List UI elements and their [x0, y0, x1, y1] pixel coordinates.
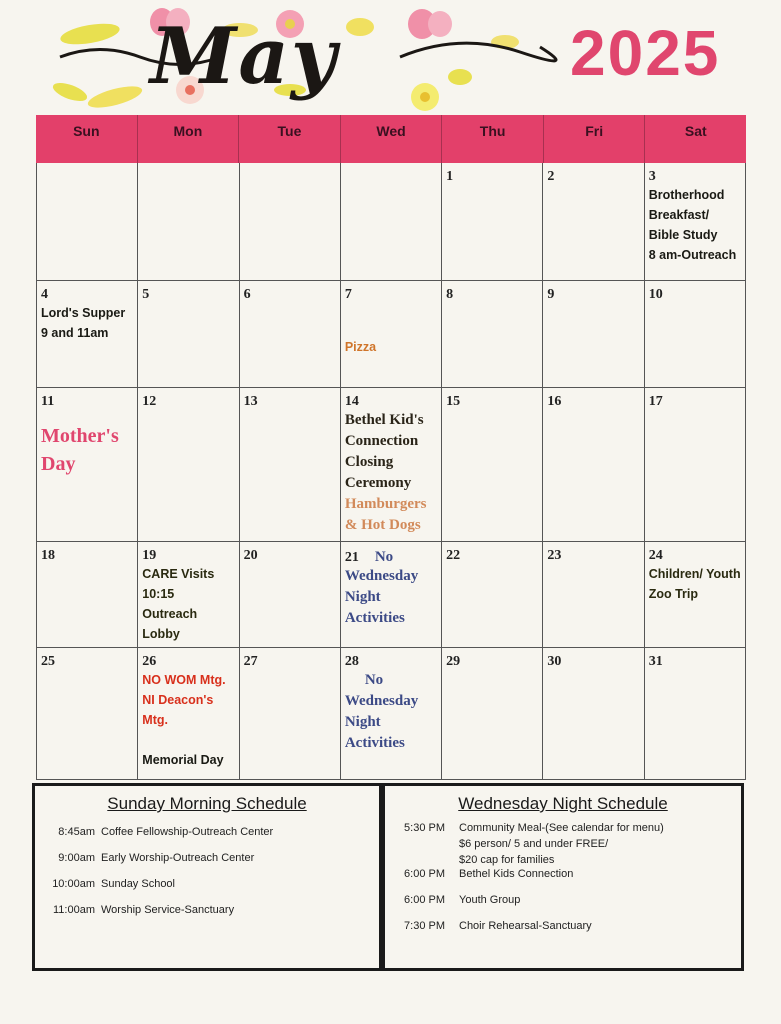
event-line: No [364, 672, 384, 688]
day-cell [341, 542, 442, 647]
weekday-thu: Thu [442, 115, 544, 163]
weekday-tue: Tue [239, 115, 341, 163]
day-number: 24 [648, 548, 663, 563]
day-cell [341, 163, 442, 280]
wednesday-schedule-box [382, 783, 744, 971]
day-cell [138, 281, 239, 387]
day-cell [240, 281, 341, 387]
event-line: No [374, 549, 394, 565]
schedule-time: 6:00 PM [404, 894, 445, 906]
event-line: 10:15 [142, 587, 175, 601]
event-line: Wednesday [344, 693, 419, 709]
day-number: 23 [547, 548, 562, 563]
day-number: 1 [446, 169, 454, 184]
day-number: 27 [243, 654, 258, 669]
schedule-desc: Community Meal-(See calendar for menu) [459, 822, 664, 834]
day-number: 6 [243, 287, 251, 302]
day-number: 31 [648, 654, 663, 669]
day-cell [240, 648, 341, 779]
day-cell [442, 542, 543, 647]
event-line: Mtg. [142, 713, 168, 727]
month-title: May [150, 11, 339, 102]
event-line: & Hot Dogs [344, 517, 421, 533]
event-line: 8 am-Outreach [648, 248, 737, 262]
event-line: Closing [344, 454, 394, 470]
schedule-desc-block [459, 822, 741, 866]
event-line: Zoo Trip [648, 587, 698, 601]
day-cell [37, 648, 138, 779]
event-line: Brotherhood [648, 188, 725, 202]
weekday-fri: Fri [544, 115, 646, 163]
day-number: 25 [41, 654, 55, 669]
day-number: 8 [446, 287, 454, 302]
day-number: 11 [41, 394, 55, 409]
day-cell [138, 388, 239, 541]
day-cell [442, 648, 543, 779]
day-number: 26 [142, 654, 157, 669]
day-cell [543, 281, 644, 387]
week-row [36, 542, 746, 648]
schedule-desc: Sunday School [101, 878, 175, 890]
day-number: 30 [547, 654, 562, 669]
day-cell [240, 542, 341, 647]
event-line: Hamburgers [344, 496, 427, 512]
schedule-row [385, 822, 741, 866]
day-number: 4 [41, 287, 48, 302]
day-number: 21 [344, 550, 359, 565]
day-number: 3 [648, 169, 656, 184]
day-number: 20 [243, 548, 258, 563]
day-cell [341, 648, 442, 779]
schedule-time: 8:45am [58, 826, 95, 838]
day-cell [543, 388, 644, 541]
day-cell [543, 648, 644, 779]
day-cell [240, 163, 341, 280]
day-number: 17 [648, 394, 663, 409]
day-number: 15 [446, 394, 461, 409]
schedule-desc: Choir Rehearsal-Sanctuary [459, 920, 592, 932]
day-cell [37, 388, 138, 541]
week-row [36, 281, 746, 388]
schedule-row [385, 894, 741, 906]
event-line: Breakfast/ [648, 208, 710, 222]
day-number: 14 [344, 394, 359, 409]
week-row [36, 388, 746, 542]
day-cell [138, 163, 239, 280]
event-line: Memorial Day [142, 753, 224, 767]
schedule-time: 6:00 PM [404, 868, 445, 880]
day-header [345, 548, 437, 566]
schedule-row [385, 868, 741, 880]
schedule-row [35, 878, 379, 890]
page-header [0, 0, 781, 115]
day-cell [138, 542, 239, 647]
event-line: NI Deacon's [142, 693, 214, 707]
event-line: Night [344, 714, 381, 730]
schedule-row [35, 852, 379, 864]
schedule-time: 11:00am [53, 904, 95, 916]
schedule-time: 10:00am [52, 878, 95, 890]
event-line: Bethel Kid's [344, 412, 424, 428]
day-cell [37, 542, 138, 647]
sunday-schedule-box [32, 783, 382, 971]
day-cell [645, 542, 746, 647]
event-line: Wednesday [344, 568, 419, 584]
day-cell [240, 388, 341, 541]
day-cell [543, 542, 644, 647]
event-line: NO WOM Mtg. [142, 673, 226, 687]
calendar-grid [36, 115, 746, 780]
event-line: Pizza [344, 340, 377, 354]
year-title: 2025 [570, 17, 721, 89]
schedule-desc: Youth Group [459, 894, 521, 906]
day-number: 13 [243, 394, 258, 409]
day-cell [442, 163, 543, 280]
event-line: Activities [344, 735, 405, 751]
day-number: 7 [344, 287, 352, 302]
event-line: Night [344, 589, 381, 605]
day-cell [37, 281, 138, 387]
schedule-desc: Worship Service-Sanctuary [101, 904, 235, 916]
day-number: 18 [41, 548, 55, 563]
day-number: 2 [547, 169, 555, 184]
day-number: 22 [446, 548, 461, 563]
day-number: 29 [446, 654, 461, 669]
week-row [36, 163, 746, 281]
day-cell [138, 648, 239, 779]
event-line: Day [41, 453, 76, 475]
day-cell [37, 163, 138, 280]
day-number: 28 [344, 654, 359, 669]
day-cell [645, 163, 746, 280]
schedule-note: $6 person/ 5 and under FREE/ [459, 838, 609, 850]
schedule-desc: Coffee Fellowship-Outreach Center [101, 826, 274, 838]
schedule-row [35, 826, 379, 838]
event-line: Bible Study [648, 228, 718, 242]
weekday-sun: Sun [36, 115, 138, 163]
event-line: Connection [344, 433, 419, 449]
schedule-time: 5:30 PM [404, 822, 445, 834]
weekday-mon: Mon [138, 115, 240, 163]
event-line: Outreach Lobby [142, 607, 198, 641]
wednesday-schedule-title: Wednesday Night Schedule [458, 794, 668, 813]
schedule-time: 9:00am [58, 852, 95, 864]
day-cell [341, 281, 442, 387]
schedule-desc: Early Worship-Outreach Center [101, 852, 255, 864]
event-line: Ceremony [344, 475, 412, 491]
event-line: 9 and 11am [41, 326, 109, 340]
event-line: Mother's [41, 425, 119, 447]
event-line: Lord's Supper [41, 306, 126, 320]
day-number: 16 [547, 394, 562, 409]
schedule-time: 7:30 PM [404, 920, 445, 932]
day-number: 10 [648, 287, 663, 302]
schedule-row [385, 920, 741, 932]
schedule-row [35, 904, 379, 916]
event-line: Children/ Youth [648, 567, 741, 581]
day-cell [442, 281, 543, 387]
schedule-desc: Bethel Kids Connection [459, 868, 574, 880]
day-number: 9 [547, 287, 555, 302]
day-cell [442, 388, 543, 541]
day-number: 12 [142, 394, 157, 409]
weekday-header-row [36, 115, 746, 163]
day-cell [645, 281, 746, 387]
day-number: 19 [142, 548, 157, 563]
week-row [36, 648, 746, 780]
day-cell [645, 388, 746, 541]
weekday-wed: Wed [341, 115, 443, 163]
event-line: CARE Visits [142, 567, 215, 581]
day-cell [341, 388, 442, 541]
sunday-schedule-title: Sunday Morning Schedule [107, 794, 307, 813]
day-cell [543, 163, 644, 280]
event-line: Activities [344, 610, 405, 626]
weekday-sat: Sat [684, 123, 707, 139]
schedule-note: $20 cap for families [459, 854, 555, 866]
day-number: 5 [142, 287, 150, 302]
day-cell [645, 648, 746, 779]
